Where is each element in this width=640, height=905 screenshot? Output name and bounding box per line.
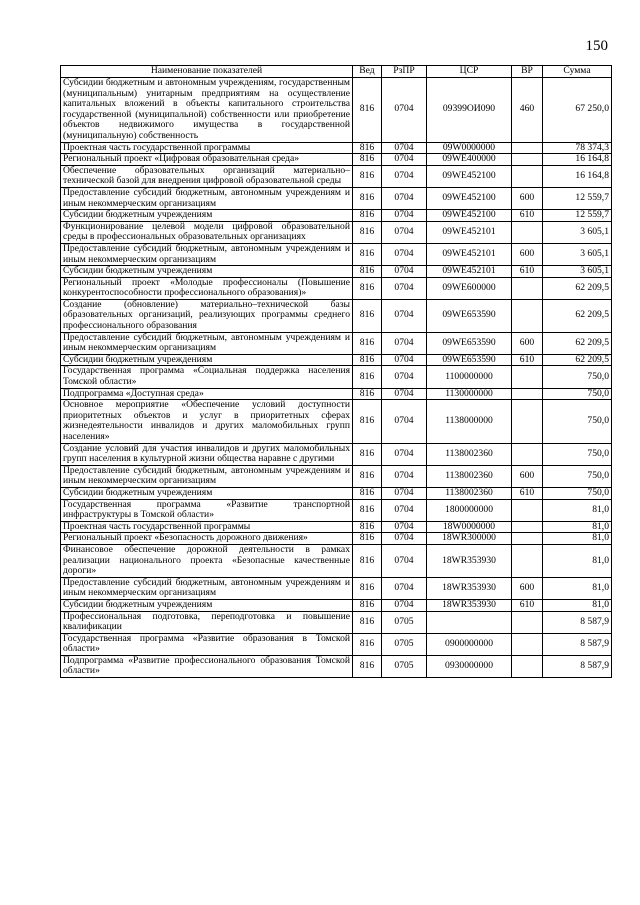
row-vr (512, 366, 543, 388)
page-number: 150 (585, 38, 608, 54)
row-csr: 09WE653590 (427, 299, 512, 332)
row-name: Подпрограмма «Доступная среда» (61, 388, 353, 400)
row-sum: 750,0 (543, 366, 612, 388)
row-ved: 816 (353, 521, 382, 533)
row-name: Создание условий для участия инвалидов и других маломобильных групп населения в культурной жизни общества наравне с другими (61, 443, 353, 465)
row-name: Субсидии бюджетным учреждениям (61, 354, 353, 366)
table-row (61, 465, 612, 487)
row-sum: 3 605,1 (543, 221, 612, 243)
row-rzpr: 0704 (382, 221, 427, 243)
row-sum: 81,0 (543, 521, 612, 533)
row-sum: 750,0 (543, 487, 612, 499)
row-name: Проектная часть государственной программы (61, 521, 353, 533)
row-csr: 18WR353930 (427, 577, 512, 599)
table-row (61, 277, 612, 299)
row-sum: 3 605,1 (543, 266, 612, 278)
row-vr: 600 (512, 332, 543, 354)
row-vr (512, 400, 543, 443)
row-csr: 09WE452101 (427, 243, 512, 265)
row-name: Основное мероприятие «Обеспечение условий доступности приоритетных объектов и услуг в приоритетных сферах жизнедеятельности инвалидов и других маломобильных групп населения» (61, 400, 353, 443)
row-name: Государственная программа «Социальная поддержка населения Томской области» (61, 366, 353, 388)
header-csr: ЦСР (427, 66, 512, 78)
table-row (61, 354, 612, 366)
table-row (61, 544, 612, 577)
row-name: Предоставление субсидий бюджетным, автономным учреждениям и иным некоммерческим организациям (61, 332, 353, 354)
table-row (61, 655, 612, 677)
row-name: Субсидии бюджетным учреждениям (61, 599, 353, 611)
row-sum: 81,0 (543, 499, 612, 521)
row-rzpr: 0704 (382, 544, 427, 577)
row-csr: 1138000000 (427, 400, 512, 443)
row-sum: 750,0 (543, 443, 612, 465)
row-csr: 1138002360 (427, 443, 512, 465)
budget-table (60, 65, 612, 678)
row-vr (512, 544, 543, 577)
row-name: Предоставление субсидий бюджетным, автономным учреждениям и иным некоммерческим организациям (61, 465, 353, 487)
row-rzpr: 0704 (382, 154, 427, 166)
row-sum: 62 209,5 (543, 332, 612, 354)
row-sum: 62 209,5 (543, 354, 612, 366)
row-sum: 3 605,1 (543, 243, 612, 265)
row-vr: 460 (512, 78, 543, 143)
row-ved: 816 (353, 187, 382, 209)
row-ved: 816 (353, 544, 382, 577)
row-name: Предоставление субсидий бюджетным, автономным учреждениям и иным некоммерческим организациям (61, 577, 353, 599)
row-ved: 816 (353, 487, 382, 499)
row-csr: 1100000000 (427, 366, 512, 388)
row-name: Функционирование целевой модели цифровой образовательной среды в профессиональных образовательных организациях (61, 221, 353, 243)
row-rzpr: 0704 (382, 142, 427, 154)
row-vr (512, 277, 543, 299)
table-row (61, 443, 612, 465)
row-name: Региональный проект «Безопасность дорожного движения» (61, 533, 353, 545)
row-ved: 816 (353, 210, 382, 222)
row-name: Государственная программа «Развитие образования в Томской области» (61, 633, 353, 655)
table-row (61, 611, 612, 633)
row-rzpr: 0704 (382, 443, 427, 465)
row-ved: 816 (353, 533, 382, 545)
table-row (61, 499, 612, 521)
row-rzpr: 0704 (382, 577, 427, 599)
row-vr: 610 (512, 210, 543, 222)
row-name: Субсидии бюджетным учреждениям (61, 210, 353, 222)
header-rzpr: РзПР (382, 66, 427, 78)
table-row (61, 366, 612, 388)
row-ved: 816 (353, 299, 382, 332)
row-rzpr: 0704 (382, 400, 427, 443)
row-vr (512, 299, 543, 332)
row-rzpr: 0705 (382, 611, 427, 633)
row-vr (512, 655, 543, 677)
row-vr: 600 (512, 465, 543, 487)
row-rzpr: 0704 (382, 78, 427, 143)
table-header-row (61, 66, 612, 78)
row-csr: 18WR353930 (427, 599, 512, 611)
row-csr: 09399ОИ090 (427, 78, 512, 143)
row-ved: 816 (353, 611, 382, 633)
table-row (61, 521, 612, 533)
row-ved: 816 (353, 443, 382, 465)
row-rzpr: 0705 (382, 655, 427, 677)
row-sum: 81,0 (543, 599, 612, 611)
header-vr: ВР (512, 66, 543, 78)
row-ved: 816 (353, 655, 382, 677)
table-row (61, 388, 612, 400)
table-row (61, 243, 612, 265)
row-ved: 816 (353, 332, 382, 354)
table-row (61, 487, 612, 499)
row-vr (512, 499, 543, 521)
row-ved: 816 (353, 221, 382, 243)
table-row (61, 299, 612, 332)
row-ved: 816 (353, 154, 382, 166)
row-sum: 750,0 (543, 388, 612, 400)
row-rzpr: 0704 (382, 187, 427, 209)
table-row (61, 165, 612, 187)
row-csr: 09W0000000 (427, 142, 512, 154)
row-name: Профессиональная подготовка, переподготовка и повышение квалификации (61, 611, 353, 633)
row-rzpr: 0704 (382, 388, 427, 400)
row-name: Субсидии бюджетным учреждениям (61, 487, 353, 499)
row-ved: 816 (353, 277, 382, 299)
row-name: Подпрограмма «Развитие профессионального образования Томской области» (61, 655, 353, 677)
row-csr: 09WE452101 (427, 266, 512, 278)
table-row (61, 599, 612, 611)
row-vr: 600 (512, 577, 543, 599)
table-row (61, 577, 612, 599)
row-vr (512, 165, 543, 187)
row-rzpr: 0704 (382, 366, 427, 388)
row-name: Создание (обновление) материально–технической базы образовательных организаций, реализующих программы среднего профессионального образования (61, 299, 353, 332)
table-row (61, 142, 612, 154)
row-vr (512, 611, 543, 633)
row-csr: 09WE452101 (427, 221, 512, 243)
row-sum: 67 250,0 (543, 78, 612, 143)
row-name: Предоставление субсидий бюджетным, автономным учреждениям и иным некоммерческим организациям (61, 243, 353, 265)
row-name: Субсидии бюджетным учреждениям (61, 266, 353, 278)
row-vr (512, 533, 543, 545)
row-csr: 1138002360 (427, 487, 512, 499)
row-sum: 8 587,9 (543, 611, 612, 633)
row-sum: 62 209,5 (543, 277, 612, 299)
row-name: Проектная часть государственной программы (61, 142, 353, 154)
row-vr: 610 (512, 599, 543, 611)
header-sum: Сумма (543, 66, 612, 78)
row-rzpr: 0704 (382, 243, 427, 265)
row-csr: 09WE452100 (427, 187, 512, 209)
row-vr (512, 221, 543, 243)
row-sum: 81,0 (543, 577, 612, 599)
row-rzpr: 0704 (382, 354, 427, 366)
row-csr: 09WE452100 (427, 165, 512, 187)
row-sum: 62 209,5 (543, 299, 612, 332)
row-rzpr: 0704 (382, 210, 427, 222)
row-sum: 16 164,8 (543, 154, 612, 166)
row-vr (512, 142, 543, 154)
row-csr: 09WE600000 (427, 277, 512, 299)
row-csr: 1130000000 (427, 388, 512, 400)
row-name: Региональный проект «Молодые профессионалы (Повышение конкурентоспособности профессионального образования)» (61, 277, 353, 299)
row-csr: 09WE452100 (427, 210, 512, 222)
row-rzpr: 0704 (382, 487, 427, 499)
row-name: Государственная программа «Развитие транспортной инфраструктуры в Томской области» (61, 499, 353, 521)
row-rzpr: 0705 (382, 633, 427, 655)
row-ved: 816 (353, 633, 382, 655)
row-rzpr: 0704 (382, 521, 427, 533)
row-ved: 816 (353, 366, 382, 388)
row-ved: 816 (353, 577, 382, 599)
row-ved: 816 (353, 266, 382, 278)
row-sum: 750,0 (543, 465, 612, 487)
row-name: Региональный проект «Цифровая образовательная среда» (61, 154, 353, 166)
table-row (61, 633, 612, 655)
row-sum: 8 587,9 (543, 633, 612, 655)
row-vr: 610 (512, 266, 543, 278)
row-sum: 750,0 (543, 400, 612, 443)
table-row (61, 78, 612, 143)
row-csr: 18W0000000 (427, 521, 512, 533)
header-ved: Вед (353, 66, 382, 78)
row-ved: 816 (353, 165, 382, 187)
row-csr: 09WE400000 (427, 154, 512, 166)
row-sum: 81,0 (543, 544, 612, 577)
row-csr (427, 611, 512, 633)
row-ved: 816 (353, 599, 382, 611)
row-rzpr: 0704 (382, 277, 427, 299)
row-sum: 12 559,7 (543, 210, 612, 222)
row-csr: 1138002360 (427, 465, 512, 487)
row-sum: 16 164,8 (543, 165, 612, 187)
table-row (61, 400, 612, 443)
row-vr: 600 (512, 187, 543, 209)
row-name: Субсидии бюджетным и автономным учреждениям, государственным (муниципальным) унитарным предприятиям на осуществление капитальных вложений в объекты капитального строительства государственной (муниципальной) собственности или приобретение объектов недвижимого имущества в государственной (муниципальную) собственность (61, 78, 353, 143)
row-csr: 09WE653590 (427, 332, 512, 354)
row-ved: 816 (353, 400, 382, 443)
table-body (61, 78, 612, 678)
row-csr: 0900000000 (427, 633, 512, 655)
table-row (61, 266, 612, 278)
table-row (61, 187, 612, 209)
row-vr (512, 154, 543, 166)
row-sum: 81,0 (543, 533, 612, 545)
row-rzpr: 0704 (382, 599, 427, 611)
row-name: Обеспечение образовательных организаций материально–технической базой для внедрения цифровой образовательной среды (61, 165, 353, 187)
row-rzpr: 0704 (382, 299, 427, 332)
row-ved: 816 (353, 388, 382, 400)
header-name: Наименование показателей (61, 66, 353, 78)
row-ved: 816 (353, 142, 382, 154)
row-vr (512, 388, 543, 400)
row-sum: 12 559,7 (543, 187, 612, 209)
row-name: Предоставление субсидий бюджетным, автономным учреждениям и иным некоммерческим организациям (61, 187, 353, 209)
row-rzpr: 0704 (382, 465, 427, 487)
row-vr (512, 443, 543, 465)
row-rzpr: 0704 (382, 266, 427, 278)
row-name: Финансовое обеспечение дорожной деятельности в рамках реализации национального проекта «Безопасные качественные дороги» (61, 544, 353, 577)
table-row (61, 332, 612, 354)
row-csr: 18WR300000 (427, 533, 512, 545)
row-ved: 816 (353, 499, 382, 521)
row-vr (512, 633, 543, 655)
row-rzpr: 0704 (382, 533, 427, 545)
table-row (61, 221, 612, 243)
row-vr: 600 (512, 243, 543, 265)
row-csr: 09WE653590 (427, 354, 512, 366)
row-rzpr: 0704 (382, 332, 427, 354)
row-vr: 610 (512, 487, 543, 499)
row-vr: 610 (512, 354, 543, 366)
row-vr (512, 521, 543, 533)
row-sum: 8 587,9 (543, 655, 612, 677)
table-row (61, 533, 612, 545)
row-csr: 0930000000 (427, 655, 512, 677)
row-ved: 816 (353, 465, 382, 487)
table-row (61, 210, 612, 222)
row-ved: 816 (353, 78, 382, 143)
row-ved: 816 (353, 243, 382, 265)
row-csr: 1800000000 (427, 499, 512, 521)
row-rzpr: 0704 (382, 165, 427, 187)
row-sum: 78 374,3 (543, 142, 612, 154)
row-csr: 18WR353930 (427, 544, 512, 577)
row-rzpr: 0704 (382, 499, 427, 521)
table-row (61, 154, 612, 166)
row-ved: 816 (353, 354, 382, 366)
